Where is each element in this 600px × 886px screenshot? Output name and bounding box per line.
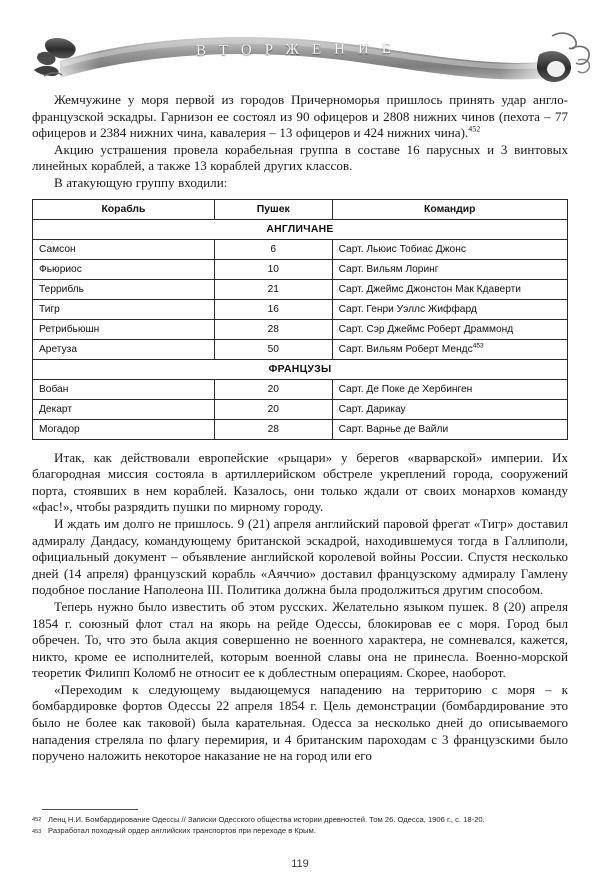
table-row	[33, 259, 568, 279]
group-header-row-french	[33, 359, 568, 379]
main-text-block	[0, 450, 600, 765]
footnote-number: 453	[32, 828, 42, 835]
cell-commander: Сарт. Генри Уэллс Жиффард	[332, 299, 567, 319]
table-header-row	[33, 199, 568, 219]
fleet-table	[32, 199, 568, 440]
cell-commander	[332, 339, 567, 359]
footnote-text: Разработал походный ордер английских транспортов при переходе в Крым.	[48, 826, 316, 836]
footnotes-block	[32, 809, 568, 838]
cell-ship: Аретуза	[33, 339, 215, 359]
fleet-table-container	[0, 199, 600, 440]
table-row	[33, 279, 568, 299]
cell-guns: 16	[214, 299, 332, 319]
cell-ship: Ретрибьюшн	[33, 319, 215, 339]
footnote-ref-453[interactable]: 453	[472, 342, 484, 350]
group-label-english: АНГЛИЧАНЕ	[33, 219, 568, 239]
banner-ribbon-icon	[0, 14, 600, 92]
paragraph-1	[32, 92, 568, 142]
paragraph-2: Акцию устрашения провела корабельная группа в составе 16 парусных и 3 винтовых линейных кораблей, а также 13 кораблей других классов.	[32, 141, 568, 174]
intro-text-block	[0, 92, 600, 192]
cell-guns: 28	[214, 419, 332, 439]
table-row	[33, 339, 568, 359]
cell-commander: Сарт. Де Поке де Хербинген	[332, 379, 567, 399]
fleet-table-head	[33, 199, 568, 219]
cell-commander: Сарт. Сэр Джеймс Роберт Драммонд	[332, 319, 567, 339]
cell-ship: Тигр	[33, 299, 215, 319]
paragraph-1-text: Жемчужине у моря первой из городов Причерноморья пришлось принять удар англо-французской эскадры. Гарнизон ее состоял из 90 офицеров и 2808 нижних чинов (пехота – 77 офицеров и 2384 нижних чина, кавалерия – 13 офицеров и 424 нижних чина).	[32, 92, 568, 141]
page-number: 119	[291, 858, 309, 870]
table-row	[33, 419, 568, 439]
cell-ship: Фьюриос	[33, 259, 215, 279]
cell-ship: Декарт	[33, 399, 215, 419]
footnote-number: 452	[32, 817, 42, 824]
column-header-commander: Командир	[332, 199, 567, 219]
cell-commander: Сарт. Джеймс Джонстон Мак Кдаверти	[332, 279, 567, 299]
cell-commander-text: Сарт. Вильям Роберт Мендс	[338, 343, 473, 355]
cell-guns: 21	[214, 279, 332, 299]
fleet-table-body	[33, 219, 568, 439]
column-header-ship: Корабль	[33, 199, 215, 219]
footnote-separator	[42, 809, 138, 810]
cell-commander: Сарт. Вильям Лоринг	[332, 259, 567, 279]
footnote-item	[32, 815, 568, 826]
cell-guns: 28	[214, 319, 332, 339]
column-header-guns: Пушек	[214, 199, 332, 219]
cell-commander: Сарт. Дарикау	[332, 399, 567, 419]
table-row	[33, 399, 568, 419]
cell-commander: Сарт. Варнье де Вайли	[332, 419, 567, 439]
cell-guns: 20	[214, 379, 332, 399]
table-row	[33, 379, 568, 399]
cell-ship: Вобан	[33, 379, 215, 399]
footnote-item	[32, 826, 568, 837]
table-row	[33, 319, 568, 339]
chapter-title: ВТОРЖЕНИЕ	[195, 40, 404, 60]
chapter-banner	[0, 14, 600, 92]
cell-ship: Могадор	[33, 419, 215, 439]
footnote-ref-452[interactable]: 452	[468, 124, 481, 134]
group-header-row-english	[33, 219, 568, 239]
cell-ship: Самсон	[33, 239, 215, 259]
cell-guns: 50	[214, 339, 332, 359]
paragraph-3: В атакующую группу входили:	[54, 174, 228, 190]
table-row	[33, 299, 568, 319]
cell-ship: Террибль	[33, 279, 215, 299]
footnote-text: Ленц Н.И. Бомбардирование Одессы // Записки Одесского общества истории древностей. Том 26. Одесса, 1906 г., с. 18-20.	[48, 814, 485, 824]
cell-guns: 10	[214, 259, 332, 279]
paragraph-5: И ждать им долго не пришлось. 9 (21) апреля английский паровой фрегат «Тигр» доставил адмиралу Дандасу, командующему британской эскадрой, находившемуся тогда в Галлиполи, официальный документ – объявление английской королевой войны России. Спустя несколько дней (14 апреля) французский корабль «Аяччио» доставил французскому адмиралу Гамлену подобное послание Наполеона III. Политика должна была продолжиться другим способом.	[32, 515, 568, 598]
cell-guns: 20	[214, 399, 332, 419]
cell-guns: 6	[214, 239, 332, 259]
paragraph-7: «Переходим к следующему выдающемуся нападению на территорию с моря – к бомбардировке фортов Одессы 22 апреля 1854 г. Цель демонстрации (бомбардирование это было не более как таковой) была карательная. Одесса за несколько дней до описываемого нападения стреляла по флагу перемирия, и 4 британским пароходам с 3 французскими было поручено наложить некоторое наказание не на город или его	[32, 681, 568, 764]
cell-commander: Сарт. Льюис Тобиас Джонс	[332, 239, 567, 259]
group-label-french: ФРАНЦУЗЫ	[33, 359, 568, 379]
table-row	[33, 239, 568, 259]
paragraph-6: Теперь нужно было известить об этом русских. Желательно языком пушек. 8 (20) апреля 1854 г. союзный флот стал на якорь на рейде Одессы, блокировав ее с моря. Город был обречен. То, что это была акция совершенно не военного характера, не сомневался, кажется, никто, кроме ее исполнителей, которым военной славы она не принесла. Военно-морской теоретик Филипп Коломб не относит ее к доблестным операциям. Скорее, наоборот.	[32, 598, 568, 681]
paragraph-4: Итак, как действовали европейские «рыцари» у берегов «варварской» империи. Их благородная миссия состояла в артиллерийском обстреле укреплений города, сооружений порта, стоявших в нем кораблей. Казалось, они только ждали от своих монархов команду «фас!», чтобы разрядить пушки по мирному городу.	[32, 449, 568, 515]
